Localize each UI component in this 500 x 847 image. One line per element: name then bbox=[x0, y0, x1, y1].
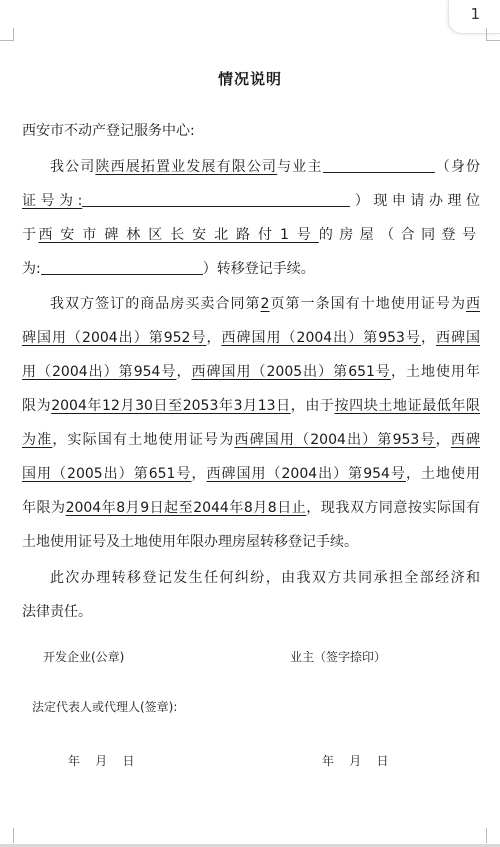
p2-line-1: 我双方签订的商品房买卖合同第2页第一条国有十地使用证号为西 bbox=[50, 296, 481, 312]
date-right: 年 月 日 bbox=[322, 754, 389, 768]
crop-mark-bottom-left-v bbox=[13, 828, 14, 843]
date-left: 年 月 日 bbox=[68, 754, 135, 768]
recipient: 西安市不动产登记服务中心: bbox=[22, 123, 195, 139]
legal-rep-signature-label: 法定代表人或代理人(签章): bbox=[32, 700, 178, 714]
property-address: 西安市碑林区长安北路付1号 bbox=[38, 227, 319, 243]
page-number: 1 bbox=[470, 5, 480, 23]
p2-line-7: 年限为2004年8月9日起至2044年8月8日止，现我双方同意按实际国有 bbox=[22, 500, 481, 516]
id-number-blank bbox=[82, 190, 350, 207]
crop-mark-bottom-right-v bbox=[486, 828, 487, 843]
p3-line-1: 此次办理转移登记发生任何纠纷，由我双方共同承担全部经济和 bbox=[50, 570, 480, 586]
p2-line-2: 碑国用（2004出）第952号，西碑国用（2004出）第953号，西碑国 bbox=[22, 330, 481, 346]
developer-seal-label: 开发企业(公章) bbox=[43, 650, 125, 664]
p2-line-3: 用（2004出）第954号，西碑国用（2005出）第651号，土地使用年 bbox=[22, 364, 481, 380]
p1-line-4: 为: ）转移登记手续。 bbox=[22, 257, 480, 281]
contract-number-blank bbox=[41, 258, 203, 275]
document-title: 情况说明 bbox=[217, 70, 282, 88]
p2-line-8: 土地使用证号及土地使用年限办理房屋转移登记手续。 bbox=[22, 534, 358, 550]
p2-line-4: 限为2004年12月30日至2053年3月13日，由于按四块土地证最低年限 bbox=[22, 398, 481, 414]
p1-line-3: 于西安市碑林区长安北路付1号的房屋（合同登号 bbox=[22, 227, 481, 243]
company-name: 陕西展拓置业发展有限公司 bbox=[95, 159, 278, 175]
p2-line-6: 国用（2005出）第651号，西碑国用（2004出）第954号，土地使用 bbox=[22, 466, 480, 482]
p1-line-2: 证号为: ）现申请办理位 bbox=[22, 189, 480, 213]
owner-signature-label: 业主（签字捺印） bbox=[290, 650, 387, 664]
crop-mark-top-right-h bbox=[486, 40, 500, 41]
owner-name-blank bbox=[323, 156, 435, 173]
p2-line-5: 为准，实际国有土地使用证号为西碑国用（2004出）第953号，西碑 bbox=[22, 432, 480, 448]
recipient-line bbox=[22, 119, 480, 143]
crop-mark-top-left-v bbox=[13, 28, 14, 41]
crop-mark-top-right-v bbox=[486, 28, 487, 41]
crop-mark-top-left-h bbox=[0, 40, 14, 41]
p1-line-1: 我公司陕西展拓置业发展有限公司与业主 （身份 bbox=[50, 155, 480, 179]
p3-line-2: 法律责任。 bbox=[22, 604, 92, 620]
page-number-tab bbox=[448, 0, 500, 34]
